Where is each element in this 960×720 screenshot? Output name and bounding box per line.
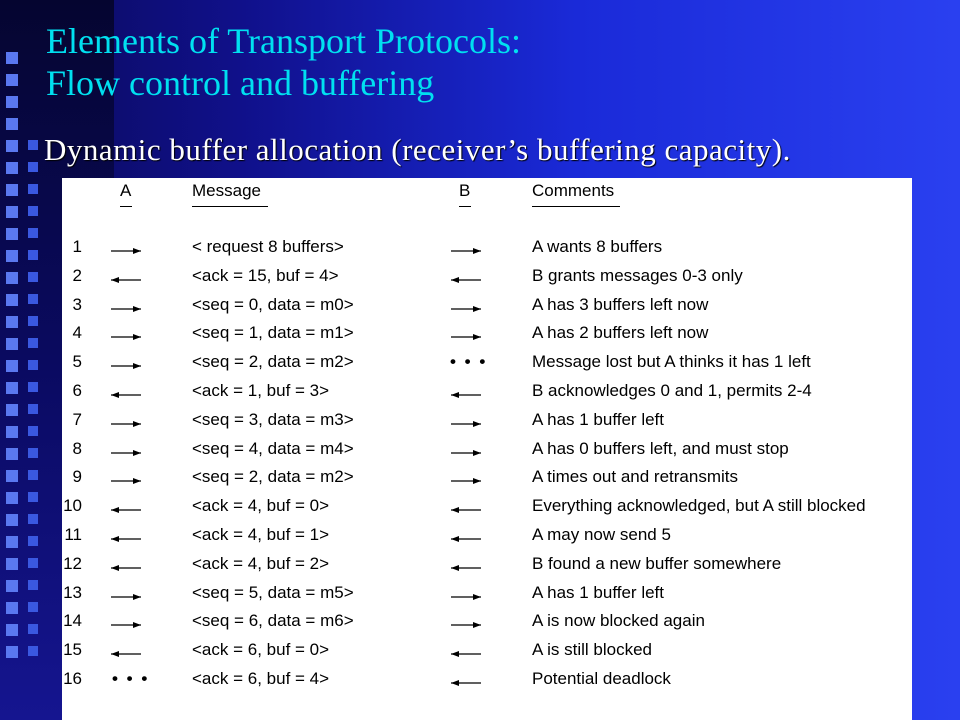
decor-square (6, 382, 18, 394)
arrow-right-icon (450, 449, 482, 457)
row-comment: A wants 8 buffers (532, 237, 663, 256)
row-message: <seq = 0, data = m0> (192, 294, 354, 314)
row-comment: A may now send 5 (532, 525, 671, 544)
table-row (62, 583, 912, 612)
arrow-right-icon (450, 333, 482, 341)
arrow-right-icon (110, 362, 142, 370)
arrow-left-icon (110, 535, 142, 543)
decor-square (6, 514, 18, 526)
arrow-right-icon (110, 593, 142, 601)
decor-square (6, 162, 18, 174)
row-message: <ack = 6, buf = 0> (192, 640, 330, 660)
row-message: <seq = 2, data = m2> (192, 352, 354, 372)
table-row (62, 266, 912, 295)
arrow-right-icon (450, 477, 482, 485)
row-comment: A has 2 buffers left now (532, 323, 709, 343)
decor-square (6, 426, 18, 438)
header-a-underline (120, 206, 132, 207)
decor-square (6, 558, 18, 570)
arrow-right-icon (450, 593, 482, 601)
decor-square (6, 338, 18, 350)
arrow-left-icon (450, 564, 482, 572)
row-number: 14 (63, 611, 82, 631)
title-line-1: Elements of Transport Protocols: (46, 21, 521, 61)
decor-square (28, 228, 38, 238)
table-row (62, 237, 912, 266)
header-b-underline (459, 206, 471, 207)
decor-square (28, 602, 38, 612)
arrow-left-icon (110, 276, 142, 284)
row-number: 15 (63, 640, 82, 660)
slide-title (46, 20, 521, 104)
table-row (62, 611, 912, 640)
table-row (62, 496, 912, 525)
row-comment: A has 1 buffer left (532, 582, 664, 602)
decor-square (28, 338, 38, 348)
arrow-right-icon (110, 305, 142, 313)
row-number: 8 (72, 438, 82, 458)
table-row (62, 467, 912, 496)
row-comment: B found a new buffer somewhere (532, 553, 782, 573)
row-message: <seq = 2, data = m2> (192, 467, 354, 487)
decor-square (6, 206, 18, 218)
header-message-underline (192, 206, 268, 207)
row-number: 9 (72, 467, 82, 487)
decor-square (28, 492, 38, 502)
decor-square (28, 316, 38, 326)
decor-square (6, 580, 18, 592)
decor-square (28, 404, 38, 414)
row-number: 2 (72, 265, 82, 285)
decor-square (28, 558, 38, 568)
arrow-right-icon (110, 420, 142, 428)
table-row (62, 439, 912, 468)
row-comment: A has 3 buffers left now (532, 294, 709, 314)
row-comment: A times out and retransmits (532, 467, 738, 487)
row-number: 1 (72, 237, 82, 256)
row-message: <seq = 6, data = m6> (192, 611, 354, 631)
row-message: <seq = 1, data = m1> (192, 323, 354, 343)
arrow-left-icon (450, 506, 482, 514)
row-number: 7 (72, 409, 82, 429)
row-number: 3 (72, 294, 82, 314)
arrow-right-icon (110, 621, 142, 629)
row-message: <ack = 4, buf = 0> (192, 496, 330, 516)
row-message: <ack = 15, buf = 4> (192, 265, 339, 285)
decor-square (28, 360, 38, 370)
decor-square (6, 250, 18, 262)
arrow-right-icon (110, 477, 142, 485)
arrow-left-icon (110, 391, 142, 399)
decor-square (28, 184, 38, 194)
header-a: A (120, 181, 132, 200)
arrow-right-icon (450, 621, 482, 629)
decor-square (28, 646, 38, 656)
decor-square (6, 316, 18, 328)
row-number: 12 (63, 553, 82, 573)
title-line-2: Flow control and buffering (46, 63, 435, 103)
table-row (62, 323, 912, 352)
decor-square (28, 624, 38, 634)
row-message: <seq = 3, data = m3> (192, 409, 354, 429)
decor-square (28, 536, 38, 546)
row-comment: B acknowledges 0 and 1, permits 2-4 (532, 381, 812, 400)
lost-message-dots-icon: • • • (112, 669, 150, 688)
table-row (62, 381, 912, 410)
arrow-left-icon (450, 391, 482, 399)
row-comment: A is now blocked again (532, 611, 705, 631)
row-message: <ack = 1, buf = 3> (192, 381, 330, 400)
row-comment: A has 0 buffers left, and must stop (532, 438, 789, 458)
table-row (62, 669, 912, 698)
decor-square (6, 52, 18, 64)
row-message: <seq = 4, data = m4> (192, 438, 354, 458)
protocol-table (62, 178, 912, 720)
lost-message-dots-icon: • • • (450, 352, 488, 372)
decor-square (28, 382, 38, 392)
row-number: 10 (63, 496, 82, 516)
table-row (62, 640, 912, 669)
decor-square (6, 272, 18, 284)
arrow-left-icon (110, 650, 142, 658)
arrow-right-icon (450, 305, 482, 313)
header-b: B (459, 181, 471, 200)
row-message: <ack = 6, buf = 4> (192, 669, 330, 688)
decor-square (6, 360, 18, 372)
decor-square (6, 404, 18, 416)
decor-square (28, 294, 38, 304)
decor-square (6, 646, 18, 658)
arrow-left-icon (110, 506, 142, 514)
row-comment: Potential deadlock (532, 669, 671, 688)
table-row (62, 295, 912, 324)
row-number: 6 (72, 381, 82, 400)
arrow-right-icon (110, 247, 142, 255)
table-row (62, 410, 912, 439)
decor-square (28, 448, 38, 458)
decor-square (6, 470, 18, 482)
decor-square (28, 272, 38, 282)
decorative-squares-inner (28, 140, 42, 668)
decor-square (6, 624, 18, 636)
decor-square (6, 184, 18, 196)
arrow-left-icon (450, 679, 482, 687)
header-comments-underline (532, 206, 620, 207)
decor-square (28, 514, 38, 524)
decor-square (6, 96, 18, 108)
arrow-left-icon (450, 650, 482, 658)
row-number: 16 (63, 669, 82, 688)
decor-square (6, 536, 18, 548)
decorative-squares (6, 52, 20, 668)
decor-square (28, 470, 38, 480)
decor-square (28, 580, 38, 590)
decor-square (6, 492, 18, 504)
arrow-left-icon (110, 564, 142, 572)
row-message: < request 8 buffers> (192, 237, 344, 256)
arrow-left-icon (450, 535, 482, 543)
row-number: 4 (72, 323, 82, 343)
decor-square (6, 140, 18, 152)
slide-subtitle: Dynamic buffer allocation (receiver’s buffering capacity). (44, 132, 791, 167)
header-comments: Comments (532, 181, 615, 200)
header-message: Message (192, 181, 261, 200)
table-row (62, 352, 912, 381)
row-comment: Everything acknowledged, but A still blocked (532, 496, 866, 516)
row-comment: B grants messages 0-3 only (532, 265, 743, 285)
row-comment: A has 1 buffer left (532, 409, 664, 429)
table-row (62, 525, 912, 554)
row-comment: A is still blocked (532, 640, 652, 660)
decor-square (28, 206, 38, 216)
arrow-right-icon (110, 449, 142, 457)
row-message: <ack = 4, buf = 2> (192, 553, 330, 573)
decor-square (28, 250, 38, 260)
decor-square (28, 162, 38, 172)
row-number: 11 (64, 525, 82, 544)
decor-square (6, 602, 18, 614)
row-message: <ack = 4, buf = 1> (192, 525, 330, 544)
table-row (62, 554, 912, 583)
decor-square (6, 228, 18, 240)
arrow-right-icon (450, 247, 482, 255)
decor-square (6, 74, 18, 86)
row-number: 13 (63, 582, 82, 602)
arrow-left-icon (450, 276, 482, 284)
decor-square (6, 118, 18, 130)
row-comment: Message lost but A thinks it has 1 left (532, 352, 811, 372)
arrow-right-icon (450, 420, 482, 428)
decor-square (6, 294, 18, 306)
decor-square (6, 448, 18, 460)
decor-square (28, 140, 38, 150)
decor-square (28, 426, 38, 436)
row-number: 5 (72, 352, 82, 372)
row-message: <seq = 5, data = m5> (192, 582, 354, 602)
arrow-right-icon (110, 333, 142, 341)
